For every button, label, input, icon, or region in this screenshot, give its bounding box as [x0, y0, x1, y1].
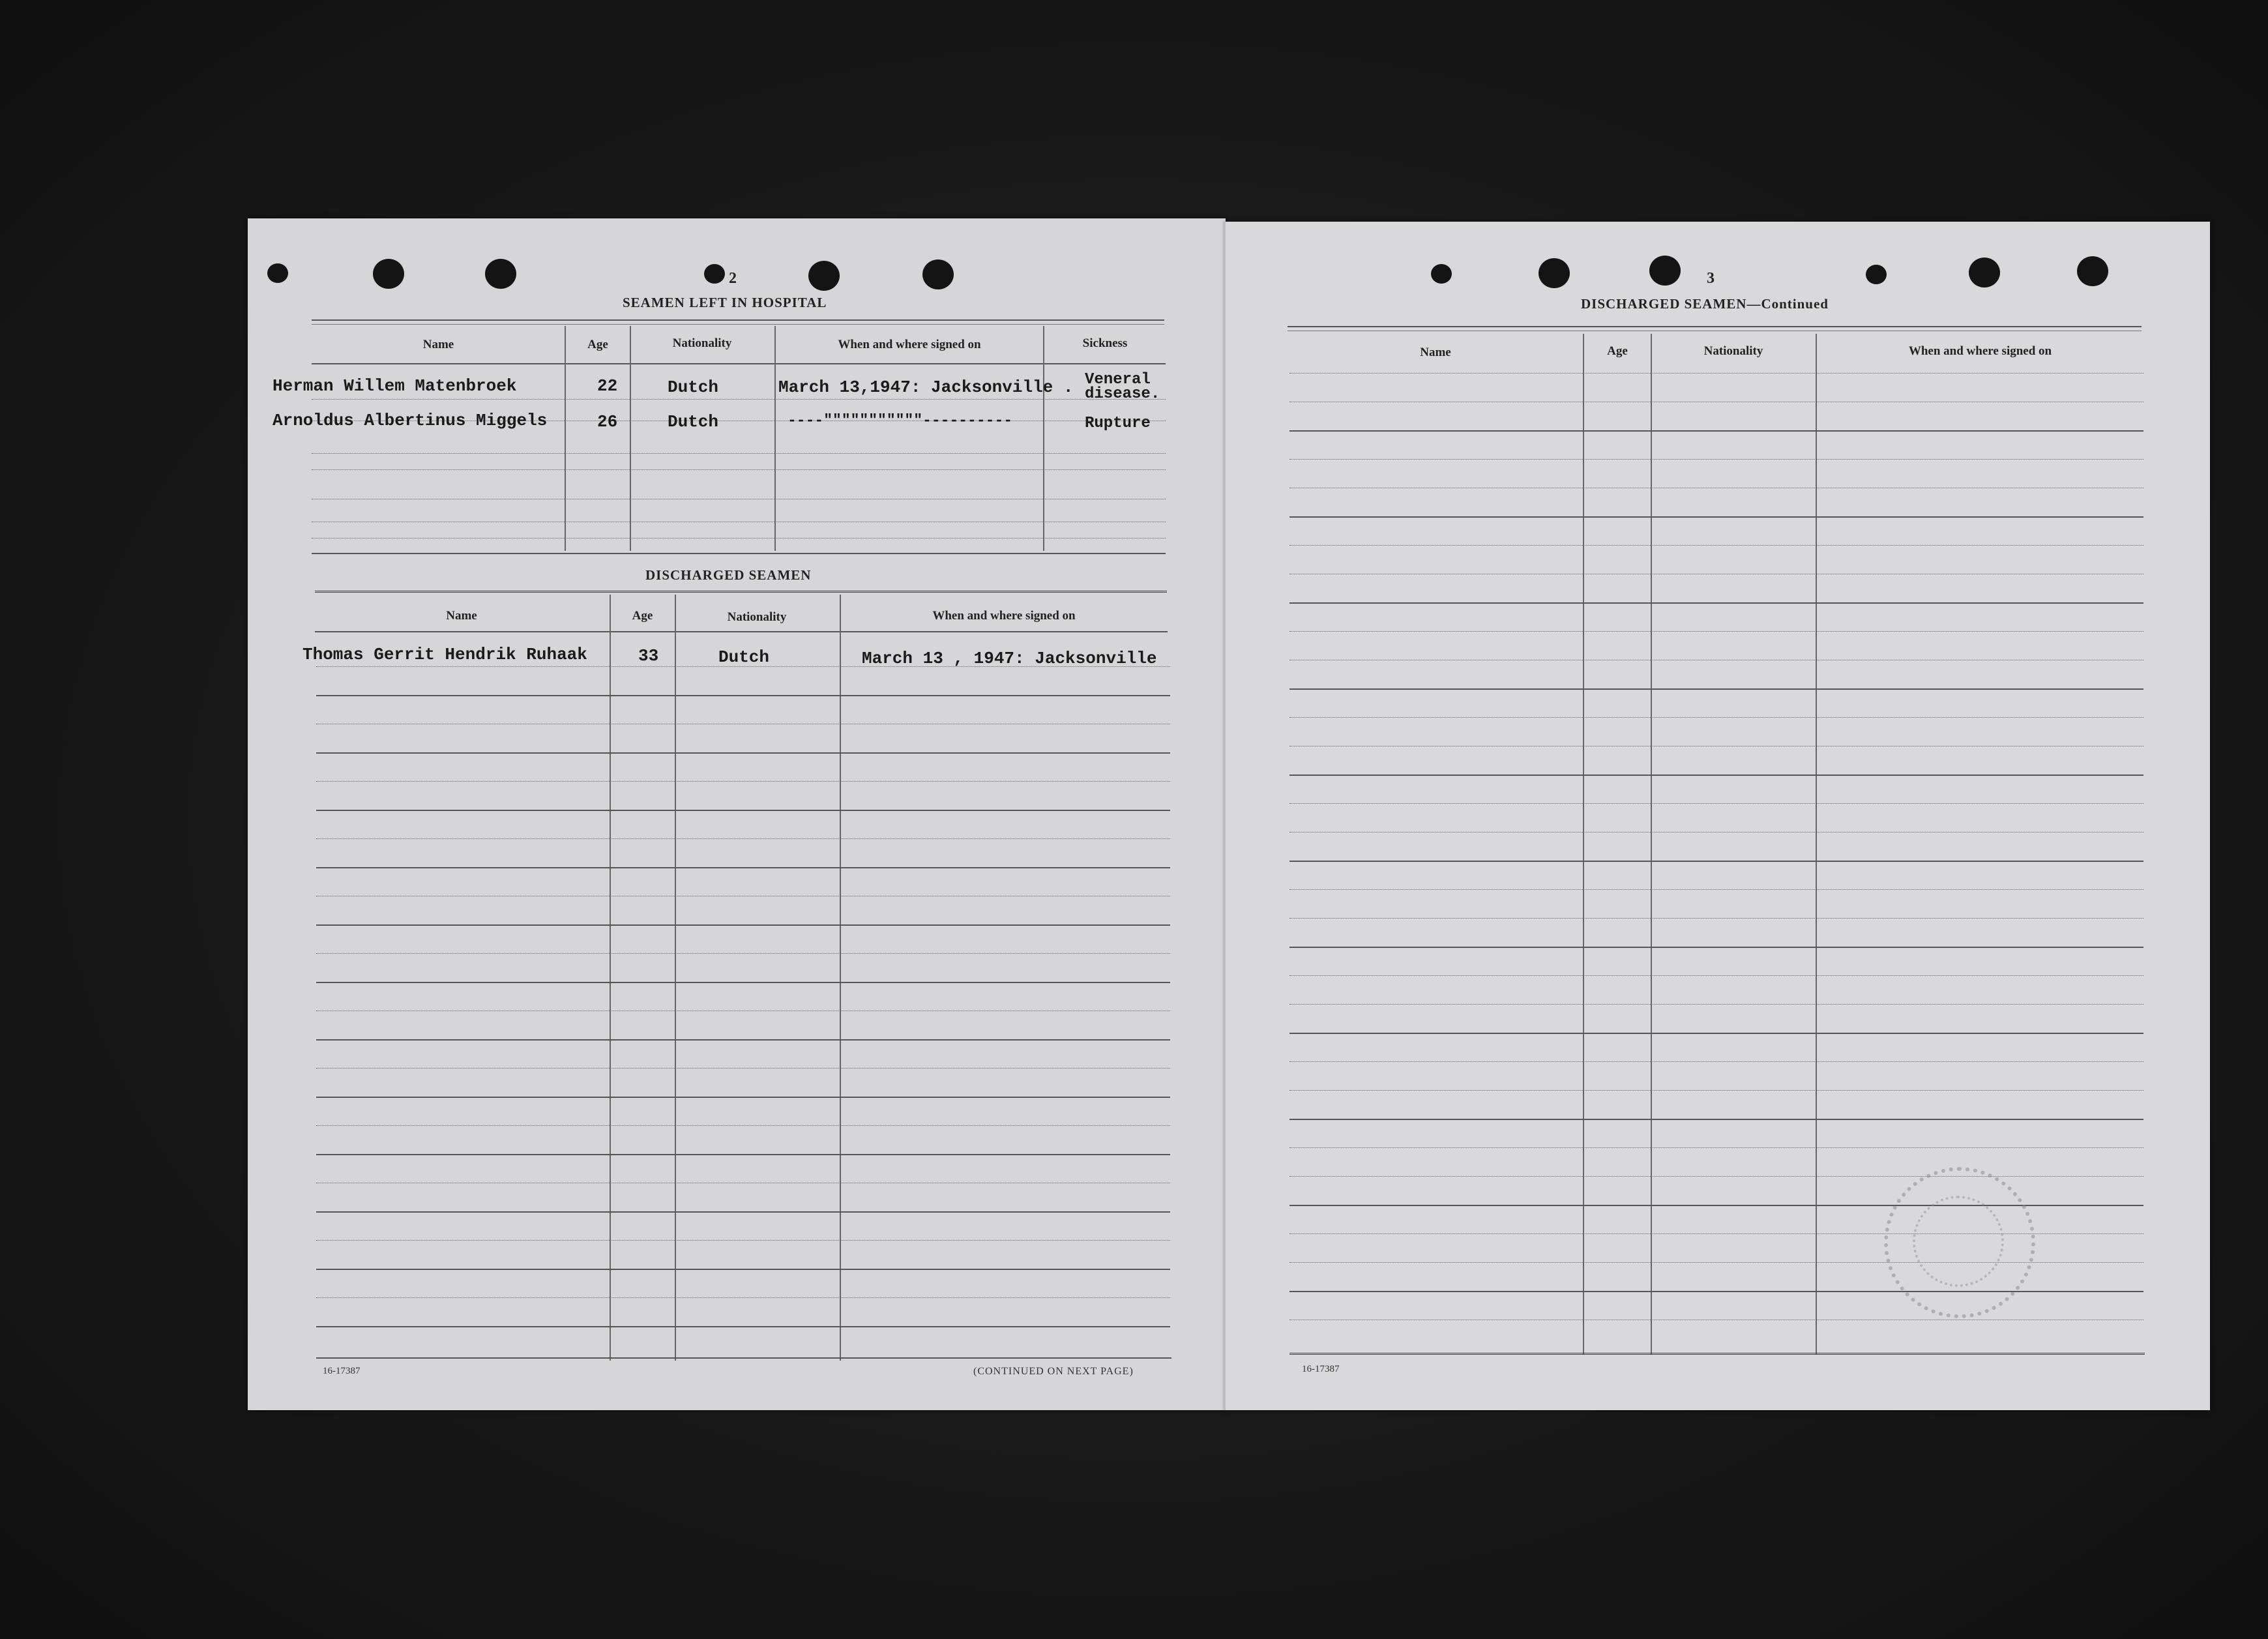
right-header-age: Age: [1607, 344, 1628, 358]
right-page: [1226, 222, 2210, 1410]
hospital-sickness: disease.: [1085, 385, 1160, 403]
hospital-header-age: Age: [587, 338, 608, 351]
ruled-line: [1289, 516, 2143, 518]
hospital-nationality: Dutch: [668, 377, 719, 397]
binder-hole: [373, 259, 404, 289]
hospital-age: 26: [597, 412, 618, 432]
table-bottom-rule: [316, 1357, 1171, 1359]
faded-stamp: [1884, 1167, 2035, 1318]
ruled-line: [1289, 1119, 2143, 1120]
ruled-line: [316, 1154, 1170, 1155]
ruled-line: [316, 1211, 1170, 1213]
ruled-line: [316, 867, 1170, 868]
hospital-header-sickness: Sickness: [1082, 336, 1128, 350]
ruled-line: [1289, 602, 2143, 604]
hospital-nationality: Dutch: [668, 412, 719, 432]
ruled-line: [1289, 545, 2143, 546]
ruled-line: [316, 1269, 1170, 1270]
binder-hole: [267, 263, 288, 283]
table-bottom-rule: [1289, 1353, 2145, 1355]
hospital-sickness: Rupture: [1085, 415, 1151, 432]
ruled-line: [1289, 717, 2143, 718]
ruled-line: [316, 953, 1170, 954]
binder-hole: [1866, 265, 1887, 284]
ruled-line: [1289, 1176, 2143, 1177]
ruled-line: [1289, 688, 2143, 690]
ruled-line: [316, 982, 1170, 983]
binder-hole: [1431, 264, 1452, 284]
hospital-signed-on: March 13,1947: Jacksonville .: [778, 377, 1074, 397]
ruled-line: [1289, 1147, 2143, 1148]
table-row: [272, 411, 1185, 437]
ruled-line: [1289, 1004, 2143, 1005]
ruled-line: [1289, 832, 2143, 833]
continued-note: (CONTINUED ON NEXT PAGE): [973, 1366, 1134, 1377]
hospital-header-signed-on: When and where signed on: [838, 338, 981, 351]
ruled-line: [1289, 430, 2143, 432]
page-number-left: 2: [729, 270, 737, 287]
ruled-line: [316, 1068, 1170, 1069]
page-fold: [1223, 222, 1226, 1410]
discharged-header-name: Name: [446, 609, 477, 623]
ruled-line: [1289, 1033, 2143, 1034]
ruled-line: [316, 1039, 1170, 1041]
discharged-header-signed-on: When and where signed on: [932, 609, 1076, 623]
ruled-line: [316, 781, 1170, 782]
ruled-line: [316, 1326, 1170, 1327]
ruled-line: [1289, 373, 2143, 374]
form-number-left: 16-17387: [323, 1366, 361, 1376]
binder-hole: [1649, 256, 1681, 286]
right-header-name: Name: [1420, 346, 1451, 359]
ruled-line: [316, 1240, 1170, 1241]
binder-hole: [808, 261, 840, 291]
binder-hole: [2077, 256, 2108, 286]
binder-hole: [704, 264, 725, 284]
right-header-nationality: Nationality: [1703, 344, 1763, 358]
hospital-section-title: SEAMEN LEFT IN HOSPITAL: [623, 295, 827, 310]
ruled-line: [1289, 1061, 2143, 1062]
ruled-line: [316, 695, 1170, 696]
right-section-title: DISCHARGED SEAMEN—Continued: [1581, 296, 1829, 312]
ruled-line: [1289, 918, 2143, 919]
ruled-line: [316, 810, 1170, 811]
ruled-line: [316, 1097, 1170, 1098]
right-header-signed-on: When and where signed on: [1908, 344, 2052, 358]
ruled-line: [316, 924, 1170, 926]
ruled-line: [316, 752, 1170, 754]
hospital-signed-on: ----"""""""""""----------: [788, 412, 1013, 429]
ruled-line: [316, 1125, 1170, 1126]
discharged-nationality: Dutch: [718, 647, 770, 667]
ruled-line: [1289, 631, 2143, 632]
discharged-section-title: DISCHARGED SEAMEN: [645, 567, 812, 583]
hospital-header-name: Name: [422, 338, 454, 351]
table-row: [302, 645, 1176, 671]
form-number-right: 16-17387: [1302, 1364, 1340, 1374]
hospital-header-nationality: Nationality: [672, 336, 732, 350]
discharged-name: Thomas Gerrit Hendrik Ruhaak: [302, 645, 587, 664]
binder-hole: [485, 259, 516, 289]
ruled-line: [1289, 459, 2143, 460]
ruled-line: [1289, 947, 2143, 948]
hospital-age: 22: [597, 376, 618, 396]
hospital-name: Herman Willem Matenbroek: [272, 376, 517, 396]
ruled-line: [1289, 775, 2143, 776]
ruled-line: [316, 666, 1170, 667]
ruled-line: [1289, 975, 2143, 976]
ruled-line: [1289, 889, 2143, 890]
hospital-name: Arnoldus Albertinus Miggels: [272, 411, 548, 430]
ruled-line: [316, 1297, 1170, 1298]
ruled-line: [1289, 1090, 2143, 1091]
ruled-line: [1289, 803, 2143, 804]
hospital-sickness: Veneral: [1085, 371, 1151, 389]
binder-hole: [1969, 258, 2000, 288]
discharged-age: 33: [638, 646, 659, 666]
ruled-line: [1289, 861, 2143, 862]
discharged-header-nationality: Nationality: [727, 610, 787, 624]
binder-hole: [1539, 258, 1570, 288]
ruled-line: [316, 838, 1170, 839]
discharged-signed-on: March 13 , 1947: Jacksonville: [862, 649, 1157, 668]
page-number-right: 3: [1707, 270, 1715, 287]
discharged-header-age: Age: [632, 609, 653, 623]
binder-hole: [922, 259, 954, 289]
